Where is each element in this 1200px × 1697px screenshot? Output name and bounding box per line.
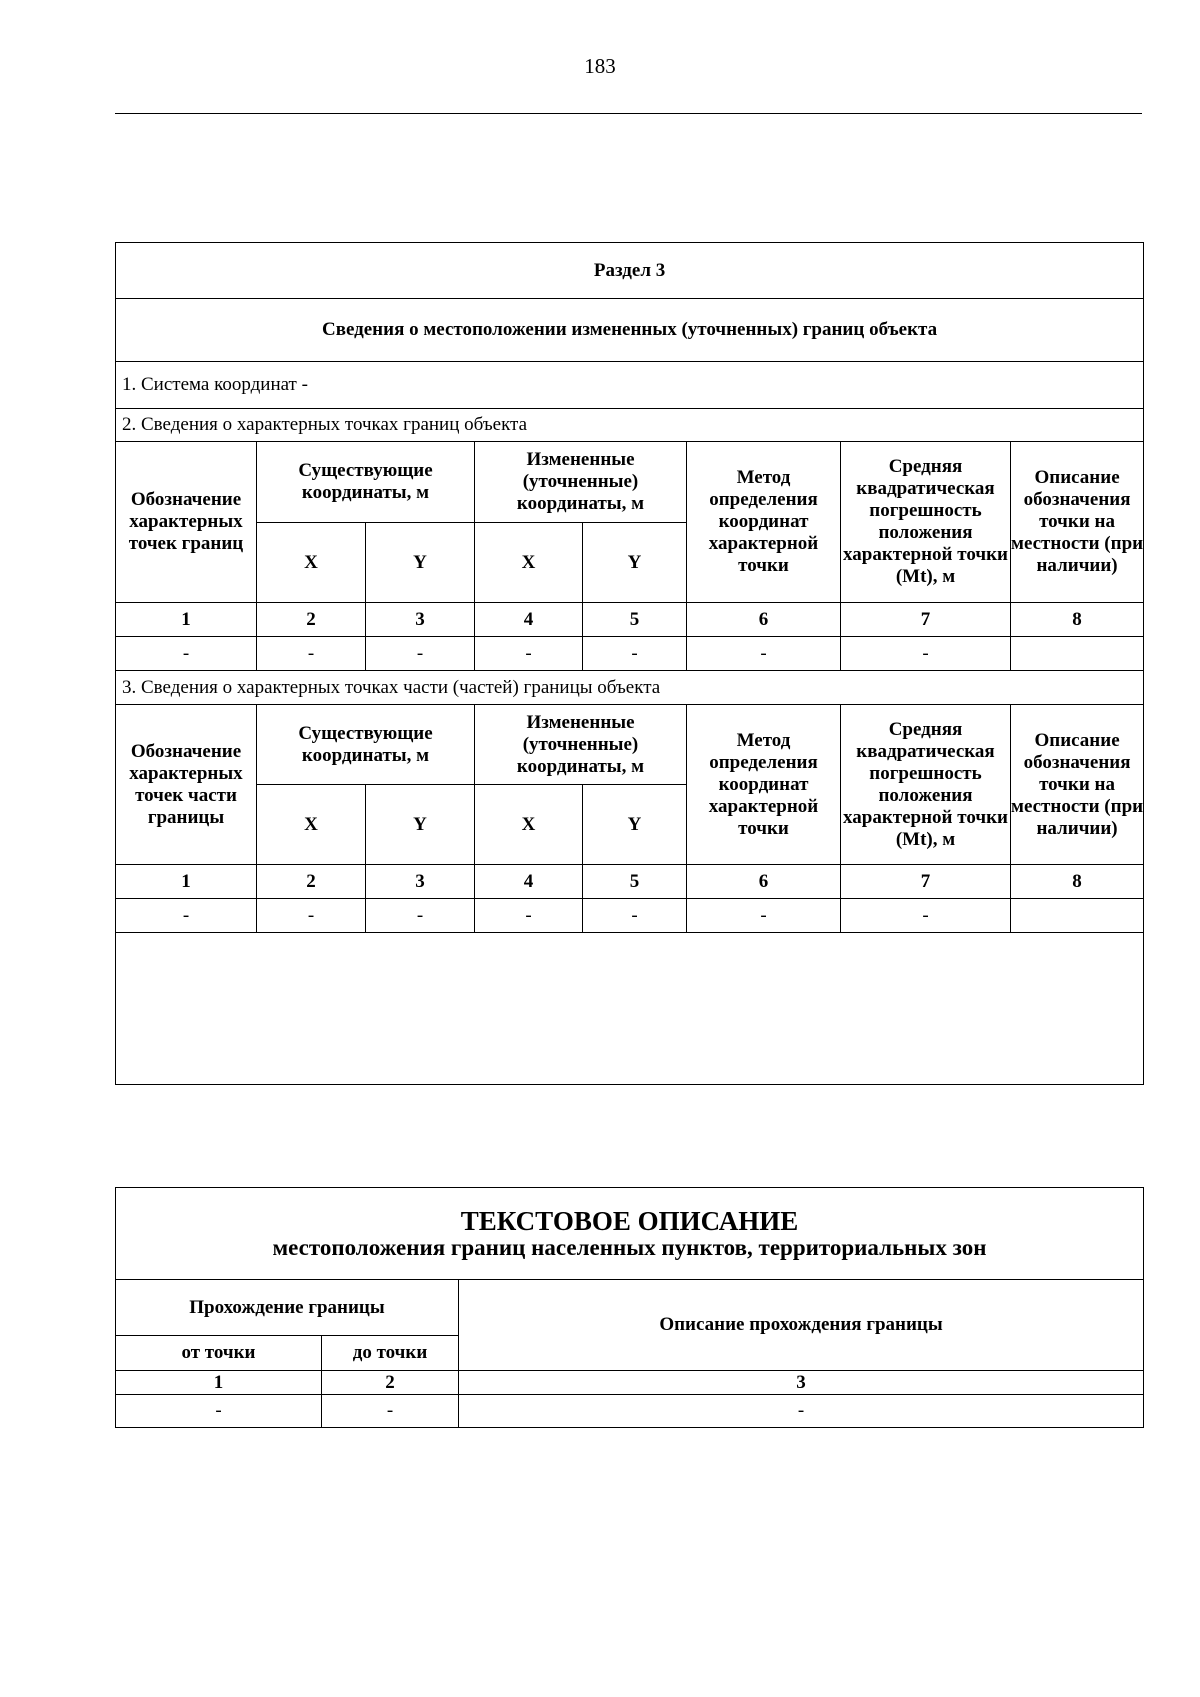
table-cell: - bbox=[475, 637, 583, 671]
table-cell: - bbox=[687, 637, 841, 671]
column-number: 1 bbox=[116, 865, 257, 899]
section3-table bbox=[115, 242, 1144, 1085]
existing-coordinates-header: Существующие координаты, м bbox=[257, 705, 475, 785]
existing-x-header: X bbox=[257, 785, 366, 865]
column-number: 8 bbox=[1011, 865, 1144, 899]
table-cell: - bbox=[116, 899, 257, 933]
table-cell: - bbox=[366, 637, 475, 671]
column-number: 1 bbox=[116, 603, 257, 637]
coordinate-system-line: 1. Система координат - bbox=[116, 362, 1144, 409]
table-row bbox=[116, 899, 1144, 933]
method-header: Метод определения координат характерной точки bbox=[687, 442, 841, 603]
changed-y-header: Y bbox=[583, 523, 687, 603]
boundary-points-heading: 2. Сведения о характерных точках границ объекта bbox=[116, 409, 1144, 442]
text-description-subtitle: местоположения границ населенных пунктов, территориальных зон bbox=[272, 1234, 987, 1260]
section-subtitle: Сведения о местоположении измененных (уточненных) границ объекта bbox=[116, 299, 1144, 362]
table-cell: - bbox=[257, 637, 366, 671]
table-cell bbox=[1011, 899, 1144, 933]
column-numbers-row bbox=[116, 865, 1144, 899]
page-number: 183 bbox=[584, 54, 616, 78]
existing-y-header: Y bbox=[366, 785, 475, 865]
column-number: 3 bbox=[459, 1371, 1144, 1395]
changed-coordinates-header: Измененные (уточненные) координаты, м bbox=[475, 705, 687, 785]
boundary-passage-header: Прохождение границы bbox=[116, 1280, 459, 1336]
section-title: Раздел 3 bbox=[116, 243, 1144, 299]
column-numbers-row bbox=[116, 1371, 1144, 1395]
table-cell: - bbox=[116, 637, 257, 671]
column-number: 7 bbox=[841, 865, 1011, 899]
column-number: 8 bbox=[1011, 603, 1144, 637]
column-number: 2 bbox=[257, 865, 366, 899]
description-header: Описание обозначения точки на местности (при наличии) bbox=[1011, 705, 1144, 865]
column-number: 3 bbox=[366, 603, 475, 637]
column-numbers-row bbox=[116, 603, 1144, 637]
text-description-title-cell bbox=[116, 1188, 1144, 1280]
table-cell: - bbox=[322, 1395, 459, 1428]
column-number: 2 bbox=[322, 1371, 459, 1395]
error-header: Средняя квадратическая погрешность положения характерной точки (Mt), м bbox=[841, 442, 1011, 603]
table-row bbox=[116, 1395, 1144, 1428]
existing-x-header: X bbox=[257, 523, 366, 603]
table-cell: - bbox=[841, 637, 1011, 671]
changed-coordinates-header: Измененные (уточненные) координаты, м bbox=[475, 442, 687, 523]
part-boundary-points-heading: 3. Сведения о характерных точках части (частей) границы объекта bbox=[116, 671, 1144, 705]
part-point-designation-header: Обозначение характерных точек части границы bbox=[116, 705, 257, 865]
text-description-table bbox=[115, 1187, 1144, 1428]
column-number: 7 bbox=[841, 603, 1011, 637]
empty-area bbox=[116, 933, 1144, 1085]
error-header: Средняя квадратическая погрешность положения характерной точки (Mt), м bbox=[841, 705, 1011, 865]
changed-y-header: Y bbox=[583, 785, 687, 865]
table-cell: - bbox=[583, 899, 687, 933]
column-number: 6 bbox=[687, 865, 841, 899]
column-number: 5 bbox=[583, 603, 687, 637]
point-designation-header: Обозначение характерных точек границ bbox=[116, 442, 257, 603]
table-cell: - bbox=[841, 899, 1011, 933]
description-header: Описание обозначения точки на местности (при наличии) bbox=[1011, 442, 1144, 603]
changed-x-header: X bbox=[475, 523, 583, 603]
column-number: 4 bbox=[475, 865, 583, 899]
header-rule bbox=[115, 113, 1142, 114]
from-point-header: от точки bbox=[116, 1336, 322, 1371]
table-cell: - bbox=[257, 899, 366, 933]
column-number: 5 bbox=[583, 865, 687, 899]
table-cell: - bbox=[366, 899, 475, 933]
column-number: 2 bbox=[257, 603, 366, 637]
existing-coordinates-header: Существующие координаты, м bbox=[257, 442, 475, 523]
table-row bbox=[116, 637, 1144, 671]
table-cell bbox=[1011, 637, 1144, 671]
column-number: 6 bbox=[687, 603, 841, 637]
existing-y-header: Y bbox=[366, 523, 475, 603]
changed-x-header: X bbox=[475, 785, 583, 865]
text-description-title: ТЕКСТОВОЕ ОПИСАНИЕ bbox=[460, 1205, 799, 1236]
method-header: Метод определения координат характерной точки bbox=[687, 705, 841, 865]
to-point-header: до точки bbox=[322, 1336, 459, 1371]
column-number: 3 bbox=[366, 865, 475, 899]
table-cell: - bbox=[475, 899, 583, 933]
table-cell: - bbox=[687, 899, 841, 933]
boundary-description-header: Описание прохождения границы bbox=[459, 1280, 1144, 1371]
column-number: 1 bbox=[116, 1371, 322, 1395]
table-cell: - bbox=[583, 637, 687, 671]
table-cell: - bbox=[459, 1395, 1144, 1428]
column-number: 4 bbox=[475, 603, 583, 637]
table-cell: - bbox=[116, 1395, 322, 1428]
